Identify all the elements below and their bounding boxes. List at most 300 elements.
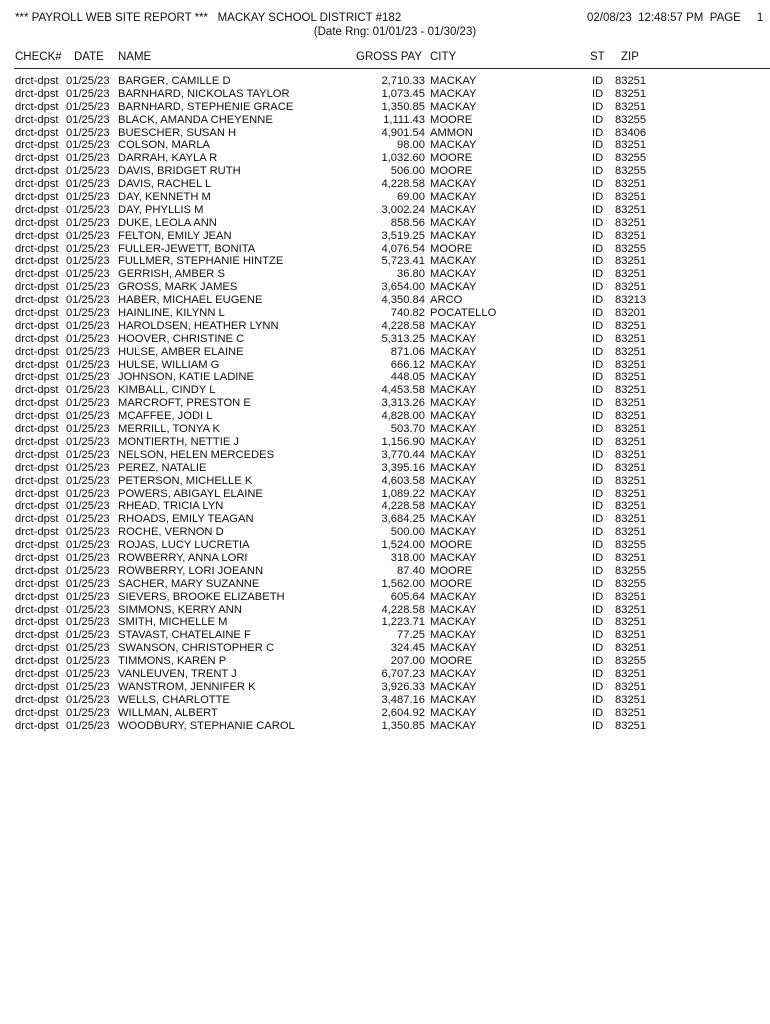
row-date: 01/25/23 xyxy=(66,551,110,564)
row-gross-pay: 3,926.33 xyxy=(381,680,425,693)
table-row xyxy=(0,642,770,655)
row-state: ID xyxy=(592,564,604,577)
row-gross-pay: 207.00 xyxy=(390,655,425,668)
row-gross-pay: 98.00 xyxy=(397,139,425,152)
row-state: ID xyxy=(592,319,604,332)
row-zip: 83251 xyxy=(615,500,647,513)
row-check: drct-dpst xyxy=(15,655,59,668)
row-gross-pay: 2,604.92 xyxy=(381,706,425,719)
row-name: HAINLINE, KILYNN L xyxy=(118,307,225,320)
row-name: HOOVER, CHRISTINE C xyxy=(118,332,245,345)
row-zip: 83251 xyxy=(615,178,647,191)
row-name: FELTON, EMILY JEAN xyxy=(118,229,232,242)
row-gross-pay: 3,519.25 xyxy=(381,229,425,242)
row-zip: 83251 xyxy=(615,281,647,294)
row-date: 01/25/23 xyxy=(66,397,110,410)
row-date: 01/25/23 xyxy=(66,680,110,693)
row-state: ID xyxy=(592,281,604,294)
column-header-city: CITY xyxy=(430,51,457,63)
row-city: AMMON xyxy=(430,126,473,139)
row-name: SACHER, MARY SUZANNE xyxy=(118,577,260,590)
row-check: drct-dpst xyxy=(15,75,59,87)
row-name: FULLER-JEWETT, BONITA xyxy=(118,242,256,255)
row-gross-pay: 77.25 xyxy=(397,629,425,642)
row-name: PEREZ, NATALIE xyxy=(118,461,207,474)
row-name: HULSE, WILLIAM G xyxy=(118,358,220,371)
row-gross-pay: 4,901.54 xyxy=(381,126,425,139)
row-city: MACKAY xyxy=(430,139,477,152)
row-date: 01/25/23 xyxy=(66,539,110,552)
row-check: drct-dpst xyxy=(15,139,59,152)
row-state: ID xyxy=(592,100,604,113)
row-check: drct-dpst xyxy=(15,191,59,204)
row-name: RHOADS, EMILY TEAGAN xyxy=(118,513,254,526)
row-gross-pay: 1,032.60 xyxy=(381,152,425,165)
row-check: drct-dpst xyxy=(15,307,59,320)
row-city: MACKAY xyxy=(430,371,477,384)
row-date: 01/25/23 xyxy=(66,526,110,539)
row-name: POWERS, ABIGAYL ELAINE xyxy=(118,487,263,500)
row-city: MACKAY xyxy=(430,500,477,513)
row-check: drct-dpst xyxy=(15,397,59,410)
row-state: ID xyxy=(592,693,604,706)
table-row xyxy=(0,616,770,629)
row-zip: 83251 xyxy=(615,526,647,539)
row-date: 01/25/23 xyxy=(66,191,110,204)
row-zip: 83251 xyxy=(615,371,647,384)
row-date: 01/25/23 xyxy=(66,216,110,229)
table-row xyxy=(0,178,770,191)
table-row xyxy=(0,281,770,294)
row-city: MACKAY xyxy=(430,706,477,719)
row-name: GERRISH, AMBER S xyxy=(118,268,225,281)
row-zip: 83251 xyxy=(615,629,647,642)
row-zip: 83251 xyxy=(615,384,647,397)
row-name: DUKE, LEOLA ANN xyxy=(118,216,217,229)
row-gross-pay: 3,770.44 xyxy=(381,448,425,461)
row-zip: 83251 xyxy=(615,719,647,732)
column-header-check: CHECK# xyxy=(15,51,62,63)
row-date: 01/25/23 xyxy=(66,564,110,577)
row-name: STAVAST, CHATELAINE F xyxy=(118,629,251,642)
table-row xyxy=(0,578,770,591)
row-city: MACKAY xyxy=(430,100,477,113)
row-city: MACKAY xyxy=(430,384,477,397)
row-state: ID xyxy=(592,706,604,719)
row-zip: 83251 xyxy=(615,435,647,448)
row-state: ID xyxy=(592,345,604,358)
row-date: 01/25/23 xyxy=(66,371,110,384)
row-state: ID xyxy=(592,667,604,680)
row-city: MOORE xyxy=(430,113,473,126)
row-city: MOORE xyxy=(430,242,473,255)
row-zip: 83251 xyxy=(615,603,647,616)
row-city: MACKAY xyxy=(430,487,477,500)
row-name: MONTIERTH, NETTIE J xyxy=(118,435,239,448)
column-header-state: ST xyxy=(590,51,605,63)
row-state: ID xyxy=(592,500,604,513)
row-zip: 83255 xyxy=(615,152,647,165)
row-zip: 83251 xyxy=(615,590,647,603)
row-gross-pay: 3,487.16 xyxy=(381,693,425,706)
row-zip: 83255 xyxy=(615,564,647,577)
row-zip: 83251 xyxy=(615,680,647,693)
row-date: 01/25/23 xyxy=(66,332,110,345)
row-city: MACKAY xyxy=(430,319,477,332)
table-row xyxy=(0,500,770,513)
row-check: drct-dpst xyxy=(15,113,59,126)
row-check: drct-dpst xyxy=(15,152,59,165)
row-state: ID xyxy=(592,435,604,448)
row-zip: 83251 xyxy=(615,268,647,281)
row-check: drct-dpst xyxy=(15,577,59,590)
row-date: 01/25/23 xyxy=(66,307,110,320)
row-gross-pay: 3,654.00 xyxy=(381,281,425,294)
row-zip: 83251 xyxy=(615,203,647,216)
row-name: DAY, PHYLLIS M xyxy=(118,203,204,216)
row-check: drct-dpst xyxy=(15,448,59,461)
row-zip: 83201 xyxy=(615,307,647,320)
table-row xyxy=(0,204,770,217)
row-name: SIEVERS, BROOKE ELIZABETH xyxy=(118,590,285,603)
row-state: ID xyxy=(592,448,604,461)
row-date: 01/25/23 xyxy=(66,719,110,732)
row-name: ROCHE, VERNON D xyxy=(118,526,224,539)
row-name: NELSON, HELEN MERCEDES xyxy=(118,448,275,461)
row-check: drct-dpst xyxy=(15,384,59,397)
row-check: drct-dpst xyxy=(15,319,59,332)
row-city: MACKAY xyxy=(430,281,477,294)
row-city: MACKAY xyxy=(430,75,477,87)
row-zip: 83251 xyxy=(615,75,647,87)
table-row xyxy=(0,668,770,681)
row-date: 01/25/23 xyxy=(66,126,110,139)
row-date: 01/25/23 xyxy=(66,87,110,100)
row-check: drct-dpst xyxy=(15,693,59,706)
row-zip: 83251 xyxy=(615,667,647,680)
table-row xyxy=(0,694,770,707)
row-zip: 83251 xyxy=(615,191,647,204)
row-state: ID xyxy=(592,229,604,242)
row-date: 01/25/23 xyxy=(66,410,110,423)
row-date: 01/25/23 xyxy=(66,616,110,629)
row-check: drct-dpst xyxy=(15,126,59,139)
row-check: drct-dpst xyxy=(15,526,59,539)
row-city: MOORE xyxy=(430,655,473,668)
row-name: DARRAH, KAYLA R xyxy=(118,152,218,165)
row-check: drct-dpst xyxy=(15,87,59,100)
table-row xyxy=(0,165,770,178)
row-name: WELLS, CHARLOTTE xyxy=(118,693,230,706)
row-gross-pay: 4,076.54 xyxy=(381,242,425,255)
row-state: ID xyxy=(592,371,604,384)
row-zip: 83255 xyxy=(615,539,647,552)
column-header-date: DATE xyxy=(74,51,104,63)
table-row xyxy=(0,591,770,604)
row-zip: 83251 xyxy=(615,410,647,423)
table-row xyxy=(0,217,770,230)
row-name: HABER, MICHAEL EUGENE xyxy=(118,294,263,307)
row-city: MACKAY xyxy=(430,603,477,616)
row-date: 01/25/23 xyxy=(66,423,110,436)
row-gross-pay: 506.00 xyxy=(390,165,425,178)
row-state: ID xyxy=(592,307,604,320)
table-row xyxy=(0,320,770,333)
row-check: drct-dpst xyxy=(15,268,59,281)
row-zip: 83251 xyxy=(615,100,647,113)
row-check: drct-dpst xyxy=(15,629,59,642)
row-date: 01/25/23 xyxy=(66,461,110,474)
row-state: ID xyxy=(592,242,604,255)
table-row xyxy=(0,359,770,372)
row-zip: 83251 xyxy=(615,332,647,345)
row-check: drct-dpst xyxy=(15,242,59,255)
row-date: 01/25/23 xyxy=(66,203,110,216)
row-date: 01/25/23 xyxy=(66,113,110,126)
table-row xyxy=(0,384,770,397)
row-name: ROWBERRY, ANNA LORI xyxy=(118,551,248,564)
row-check: drct-dpst xyxy=(15,603,59,616)
column-header-zip: ZIP xyxy=(621,51,639,63)
row-check: drct-dpst xyxy=(15,255,59,268)
row-zip: 83251 xyxy=(615,397,647,410)
row-city: MACKAY xyxy=(430,526,477,539)
row-state: ID xyxy=(592,461,604,474)
table-row xyxy=(0,127,770,140)
row-city: POCATELLO xyxy=(430,307,497,320)
row-check: drct-dpst xyxy=(15,371,59,384)
row-name: WILLMAN, ALBERT xyxy=(118,706,218,719)
row-check: drct-dpst xyxy=(15,642,59,655)
row-state: ID xyxy=(592,191,604,204)
table-row xyxy=(0,539,770,552)
row-state: ID xyxy=(592,358,604,371)
row-zip: 83255 xyxy=(615,242,647,255)
row-zip: 83251 xyxy=(615,255,647,268)
row-gross-pay: 4,453.58 xyxy=(381,384,425,397)
report-timestamp-page: 02/08/23 12:48:57 PM PAGE 1 xyxy=(587,12,764,24)
row-gross-pay: 4,228.58 xyxy=(381,500,425,513)
row-state: ID xyxy=(592,410,604,423)
row-state: ID xyxy=(592,139,604,152)
row-check: drct-dpst xyxy=(15,590,59,603)
row-gross-pay: 1,562.00 xyxy=(381,577,425,590)
row-name: MCAFFEE, JODI L xyxy=(118,410,213,423)
table-row xyxy=(0,139,770,152)
row-city: MACKAY xyxy=(430,397,477,410)
row-state: ID xyxy=(592,719,604,732)
row-city: MACKAY xyxy=(430,642,477,655)
table-row xyxy=(0,720,770,733)
row-date: 01/25/23 xyxy=(66,448,110,461)
row-gross-pay: 503.70 xyxy=(390,423,425,436)
row-city: MOORE xyxy=(430,564,473,577)
report-date-range: (Date Rng: 01/01/23 - 01/30/23) xyxy=(313,26,477,38)
row-gross-pay: 5,313.25 xyxy=(381,332,425,345)
row-city: MACKAY xyxy=(430,629,477,642)
row-check: drct-dpst xyxy=(15,539,59,552)
row-gross-pay: 1,223.71 xyxy=(381,616,425,629)
row-zip: 83251 xyxy=(615,423,647,436)
column-header-row xyxy=(0,51,770,65)
row-zip: 83251 xyxy=(615,358,647,371)
row-name: TIMMONS, KAREN P xyxy=(118,655,227,668)
row-zip: 83251 xyxy=(615,216,647,229)
row-state: ID xyxy=(592,423,604,436)
row-date: 01/25/23 xyxy=(66,642,110,655)
row-name: DAY, KENNETH M xyxy=(118,191,211,204)
row-name: JOHNSON, KATIE LADINE xyxy=(118,371,254,384)
row-state: ID xyxy=(592,603,604,616)
row-gross-pay: 4,228.58 xyxy=(381,319,425,332)
row-gross-pay: 666.12 xyxy=(390,358,425,371)
row-zip: 83255 xyxy=(615,577,647,590)
row-gross-pay: 448.05 xyxy=(390,371,425,384)
row-date: 01/25/23 xyxy=(66,152,110,165)
row-date: 01/25/23 xyxy=(66,629,110,642)
row-state: ID xyxy=(592,397,604,410)
table-row xyxy=(0,513,770,526)
row-gross-pay: 3,395.16 xyxy=(381,461,425,474)
row-state: ID xyxy=(592,216,604,229)
table-row xyxy=(0,681,770,694)
table-row xyxy=(0,655,770,668)
row-state: ID xyxy=(592,87,604,100)
table-row xyxy=(0,707,770,720)
table-row xyxy=(0,101,770,114)
row-check: drct-dpst xyxy=(15,281,59,294)
row-check: drct-dpst xyxy=(15,165,59,178)
row-date: 01/25/23 xyxy=(66,435,110,448)
row-zip: 83251 xyxy=(615,474,647,487)
row-name: BARGER, CAMILLE D xyxy=(118,75,231,87)
row-gross-pay: 3,684.25 xyxy=(381,513,425,526)
row-date: 01/25/23 xyxy=(66,693,110,706)
row-check: drct-dpst xyxy=(15,332,59,345)
row-gross-pay: 1,524.00 xyxy=(381,539,425,552)
row-state: ID xyxy=(592,75,604,87)
row-name: BARNHARD, STEPHENIE GRACE xyxy=(118,100,294,113)
table-row xyxy=(0,449,770,462)
row-city: MACKAY xyxy=(430,693,477,706)
row-date: 01/25/23 xyxy=(66,603,110,616)
table-row xyxy=(0,552,770,565)
row-gross-pay: 324.45 xyxy=(390,642,425,655)
row-gross-pay: 1,073.45 xyxy=(381,87,425,100)
table-row xyxy=(0,423,770,436)
row-city: MOORE xyxy=(430,539,473,552)
row-gross-pay: 1,111.43 xyxy=(383,113,425,126)
row-city: MACKAY xyxy=(430,203,477,216)
row-date: 01/25/23 xyxy=(66,178,110,191)
row-check: drct-dpst xyxy=(15,564,59,577)
table-row xyxy=(0,191,770,204)
row-zip: 83251 xyxy=(615,229,647,242)
row-date: 01/25/23 xyxy=(66,590,110,603)
table-row xyxy=(0,255,770,268)
row-state: ID xyxy=(592,655,604,668)
row-city: MACKAY xyxy=(430,423,477,436)
row-city: MACKAY xyxy=(430,590,477,603)
row-state: ID xyxy=(592,513,604,526)
row-name: MERRILL, TONYA K xyxy=(118,423,220,436)
row-city: MACKAY xyxy=(430,474,477,487)
row-check: drct-dpst xyxy=(15,667,59,680)
table-row xyxy=(0,88,770,101)
row-check: drct-dpst xyxy=(15,423,59,436)
row-gross-pay: 500.00 xyxy=(390,526,425,539)
row-date: 01/25/23 xyxy=(66,242,110,255)
row-date: 01/25/23 xyxy=(66,667,110,680)
row-zip: 83251 xyxy=(615,345,647,358)
row-gross-pay: 4,228.58 xyxy=(381,603,425,616)
row-date: 01/25/23 xyxy=(66,577,110,590)
table-row xyxy=(0,294,770,307)
row-name: BLACK, AMANDA CHEYENNE xyxy=(118,113,273,126)
row-gross-pay: 605.64 xyxy=(390,590,425,603)
row-name: DAVIS, BRIDGET RUTH xyxy=(118,165,241,178)
row-date: 01/25/23 xyxy=(66,268,110,281)
row-state: ID xyxy=(592,642,604,655)
row-city: MACKAY xyxy=(430,551,477,564)
row-city: MACKAY xyxy=(430,268,477,281)
row-name: WANSTROM, JENNIFER K xyxy=(118,680,256,693)
row-city: MACKAY xyxy=(430,667,477,680)
row-name: VANLEUVEN, TRENT J xyxy=(118,667,237,680)
row-gross-pay: 1,350.85 xyxy=(381,719,425,732)
row-name: SIMMONS, KERRY ANN xyxy=(118,603,242,616)
header-divider xyxy=(14,68,770,69)
table-row xyxy=(0,565,770,578)
row-gross-pay: 740.82 xyxy=(390,307,425,320)
row-date: 01/25/23 xyxy=(66,345,110,358)
row-gross-pay: 36.80 xyxy=(397,268,425,281)
row-check: drct-dpst xyxy=(15,500,59,513)
row-date: 01/25/23 xyxy=(66,513,110,526)
table-row xyxy=(0,371,770,384)
row-name: DAVIS, RACHEL L xyxy=(118,178,212,191)
row-name: HULSE, AMBER ELAINE xyxy=(118,345,244,358)
column-header-gross-pay: GROSS PAY xyxy=(356,51,423,63)
row-zip: 83255 xyxy=(615,113,647,126)
row-city: MACKAY xyxy=(430,448,477,461)
row-date: 01/25/23 xyxy=(66,358,110,371)
row-date: 01/25/23 xyxy=(66,487,110,500)
row-date: 01/25/23 xyxy=(66,281,110,294)
table-row xyxy=(0,526,770,539)
row-check: drct-dpst xyxy=(15,616,59,629)
row-gross-pay: 1,089.22 xyxy=(381,487,425,500)
row-city: MACKAY xyxy=(430,435,477,448)
row-gross-pay: 3,002.24 xyxy=(381,203,425,216)
row-zip: 83251 xyxy=(615,642,647,655)
row-state: ID xyxy=(592,577,604,590)
row-state: ID xyxy=(592,629,604,642)
row-state: ID xyxy=(592,294,604,307)
row-name: RHEAD, TRICIA LYN xyxy=(118,500,224,513)
row-check: drct-dpst xyxy=(15,706,59,719)
row-check: drct-dpst xyxy=(15,358,59,371)
row-name: PETERSON, MICHELLE K xyxy=(118,474,253,487)
row-check: drct-dpst xyxy=(15,435,59,448)
table-row xyxy=(0,268,770,281)
row-city: MACKAY xyxy=(430,229,477,242)
table-row xyxy=(0,307,770,320)
row-city: MACKAY xyxy=(430,332,477,345)
row-gross-pay: 87.40 xyxy=(397,564,425,577)
row-check: drct-dpst xyxy=(15,551,59,564)
row-city: MACKAY xyxy=(430,680,477,693)
